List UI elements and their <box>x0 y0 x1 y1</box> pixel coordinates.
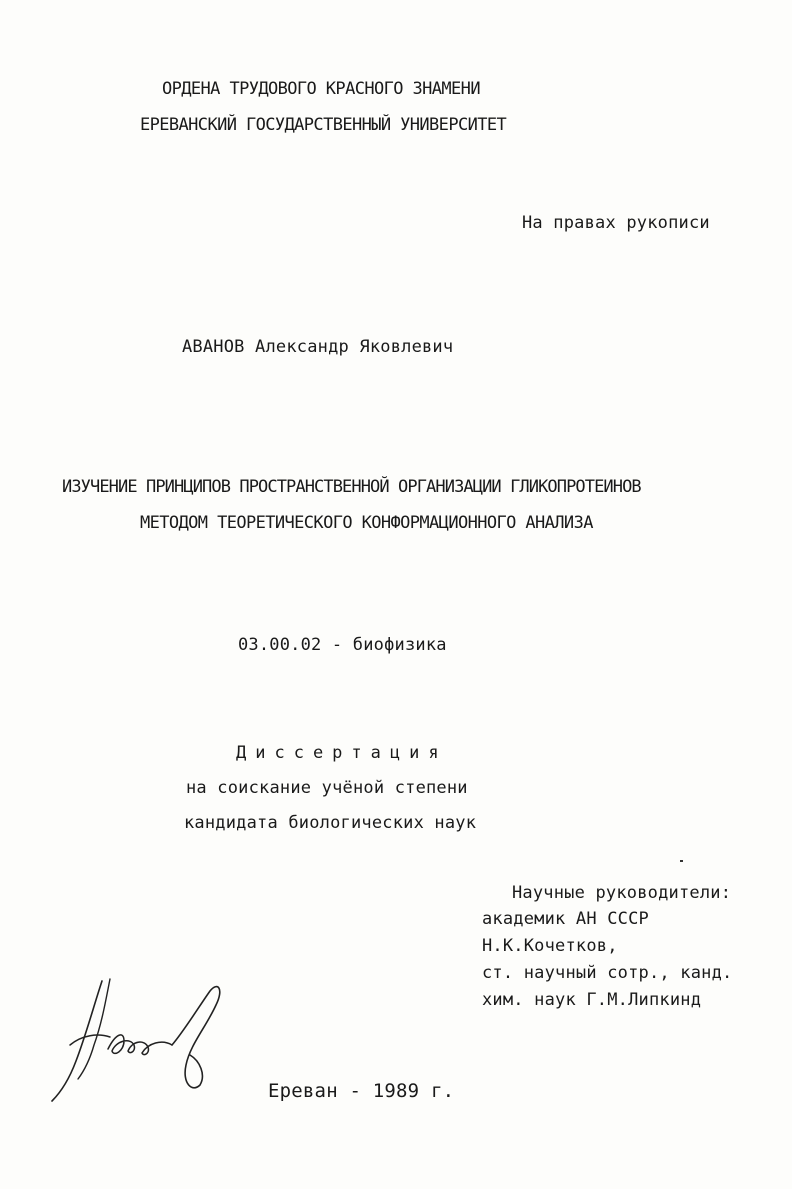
degree-type: Диссертация <box>236 743 448 763</box>
ink-speck <box>680 860 683 862</box>
supervisor-line-4: хим. наук Г.М.Липкинд <box>482 990 702 1010</box>
supervisor-line-3: ст. научный сотр., канд. <box>482 963 733 983</box>
supervisors-heading: Научные руководители: <box>512 883 732 903</box>
handwritten-signature <box>50 975 240 1105</box>
place-and-year: Ереван - 1989 г. <box>268 1080 455 1102</box>
supervisor-line-2: Н.К.Кочетков, <box>482 936 618 956</box>
specialty-code: 03.00.02 - биофизика <box>238 635 447 655</box>
rights-note: На правах рукописи <box>522 213 710 233</box>
org-line-2: ЕРЕВАНСКИЙ ГОСУДАРСТВЕННЫЙ УНИВЕРСИТЕТ <box>140 115 507 135</box>
org-line-1: ОРДЕНА ТРУДОВОГО КРАСНОГО ЗНАМЕНИ <box>162 79 480 99</box>
title-line-2: МЕТОДОМ ТЕОРЕТИЧЕСКОГО КОНФОРМАЦИОННОГО АНАЛИЗА <box>140 513 593 533</box>
supervisor-line-1: академик АН СССР <box>482 909 649 929</box>
degree-line-2: на соискание учёной степени <box>186 778 468 798</box>
title-line-1: ИЗУЧЕНИЕ ПРИНЦИПОВ ПРОСТРАНСТВЕННОЙ ОРГАНИЗАЦИИ ГЛИКОПРОТЕИНОВ <box>62 477 641 497</box>
author-name: АВАНОВ Александр Яковлевич <box>182 337 454 357</box>
degree-line-3: кандидата биологических наук <box>184 813 477 833</box>
